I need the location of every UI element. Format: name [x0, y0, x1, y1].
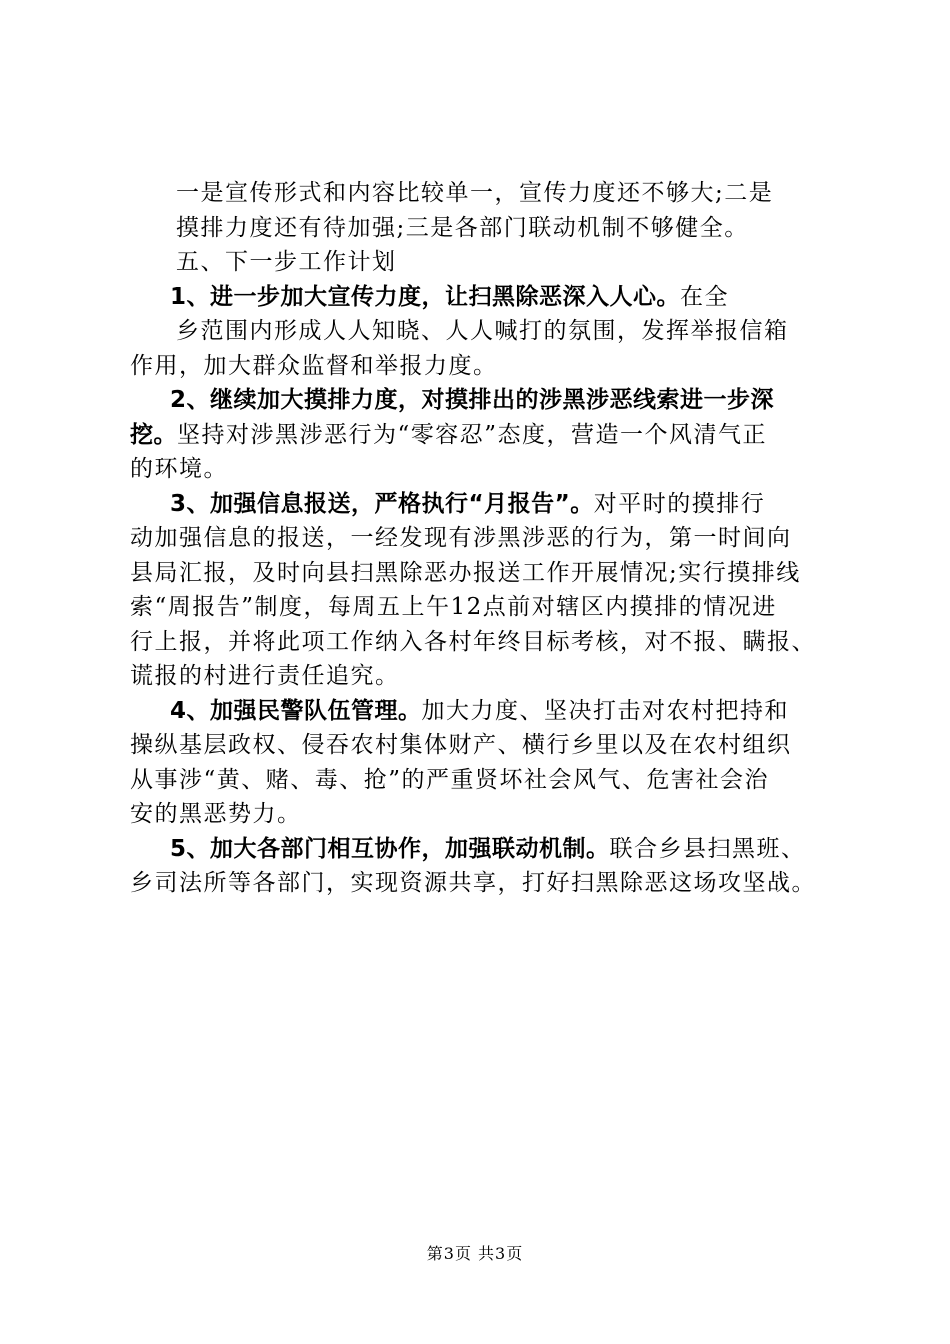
text-segment: 操纵基层政权、侵吞农村集体财产、横行乡里以及在农村组织: [130, 732, 792, 758]
text-segment: 联合乡县扫黑班、: [609, 835, 806, 862]
page-footer: 第3页 共3页: [426, 1244, 524, 1263]
text-segment: 乡范围内形成人人知晓、人人喊打的氛围，发挥举报信箱: [176, 318, 789, 344]
text-segment: 作用，加大群众监督和举报力度。: [130, 352, 498, 379]
text-line: [130, 349, 835, 384]
text-line: [130, 866, 835, 901]
text-segment: 县局汇报，及时向县扫黑除恶办报送工作开展情况;实行摸排线: [130, 559, 801, 586]
text-segment: 五、下一步工作计划: [176, 249, 397, 275]
text-segment: 谎报的村进行责任追究。: [130, 663, 400, 689]
text-segment: 加大力度、坚决打击对农村把持和: [421, 697, 790, 724]
text-segment: 坚持对涉黑涉恶行为“零容忍”态度，营造一个风清气正: [177, 421, 768, 448]
text-line: [130, 590, 835, 625]
text-segment: 摸排力度还有待加强;三是各部门联动机制不够健全。: [176, 214, 749, 241]
text-line: [130, 487, 835, 522]
text-line: [130, 280, 835, 315]
text-line: [130, 521, 835, 556]
text-line: [130, 452, 835, 487]
text-line: [130, 763, 835, 798]
text-segment: 一是宣传形式和内容比较单一，宣传力度还不够大;二是: [176, 180, 774, 206]
text-line: [130, 728, 835, 763]
text-segment: 安的黑恶势力。: [130, 801, 302, 827]
text-segment: 行上报，并将此项工作纳入各村年终目标考核，对不报、瞒报、: [130, 628, 816, 655]
text-segment: 的环境。: [130, 456, 228, 482]
bold-lead-text: 3、加强信息报送，严格执行“月报告”。: [170, 490, 594, 517]
bold-lead-text: 挖。: [130, 421, 177, 448]
text-line: [130, 418, 835, 453]
bold-lead-text: 4、加强民警队伍管理。: [170, 697, 422, 724]
text-line: [130, 625, 835, 660]
section-heading: [130, 245, 835, 280]
text-segment: 动加强信息的报送，一经发现有涉黑涉恶的行为，第一时间向: [130, 525, 792, 551]
bold-lead-text: 2、继续加大摸排力度，对摸排出的涉黑涉恶线索进一步深: [170, 387, 775, 413]
text-segment: 在全: [680, 283, 730, 310]
text-line: [130, 176, 835, 211]
text-line: [130, 383, 835, 418]
text-segment: 对平时的摸排行: [593, 490, 766, 517]
text-line: [130, 556, 835, 591]
bold-lead-text: 5、加大各部门相互协作，加强联动机制。: [170, 835, 610, 862]
text-line: [130, 832, 835, 867]
text-line: [130, 694, 835, 729]
text-line: [130, 797, 835, 832]
text-line: [130, 314, 835, 349]
bold-lead-text: 1、进一步加大宣传力度，让扫黑除恶深入人心。: [170, 283, 681, 310]
text-segment: 从事涉“黄、赌、毒、抢”的严重贤坏社会风气、危害社会治: [130, 766, 770, 793]
text-segment: 索“周报告”制度，每周五上午12点前对辖区内摸排的情况进: [130, 594, 777, 620]
text-line: [130, 659, 835, 694]
text-segment: 乡司法所等各部门，实现资源共享，打好扫黑除恶这场攻坚战。: [130, 870, 816, 896]
text-line: [130, 211, 835, 246]
document-body: [130, 176, 835, 901]
